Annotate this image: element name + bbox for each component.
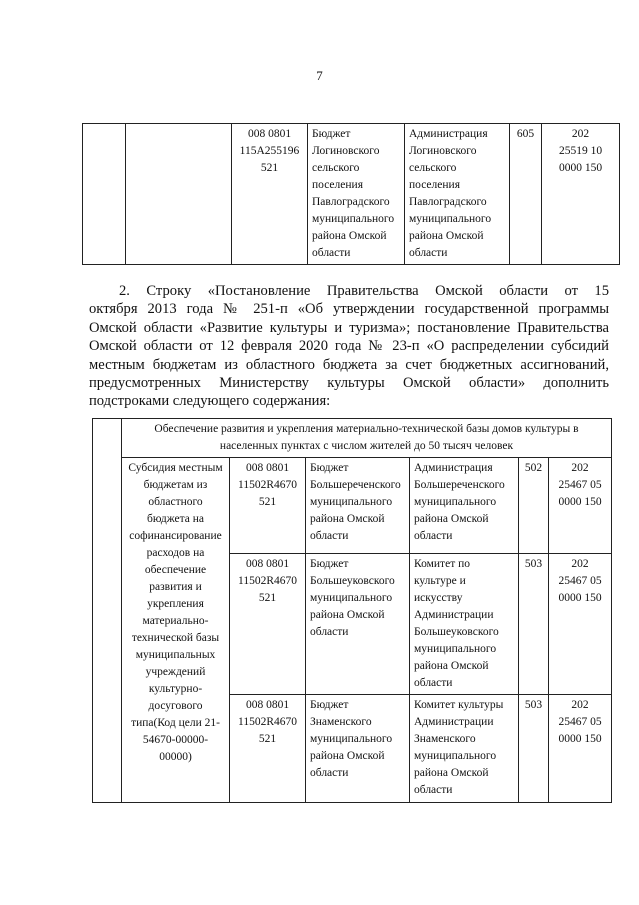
admin-code-cell: 502 [519,458,549,554]
text-line: Павлоградского [312,196,390,208]
text-line: области [310,767,349,779]
code-line: 11502R4670 [238,575,297,587]
text-line: муниципального [310,733,393,745]
text-line: области [414,677,453,689]
header-line: населенных пунктах с числом жителей до 50 тысяч человек [219,440,514,452]
administrator-cell [410,458,519,554]
code-line: 521 [258,733,277,745]
text-line: учреждений [145,666,206,678]
text-line: Бюджет [312,128,351,140]
code-line: 521 [258,496,277,508]
text-line: Субсидия местным [128,462,223,474]
code-line: 008 0801 [247,128,292,140]
text-line: Знаменского [414,733,476,745]
budget-code-cell [230,554,306,695]
text-line: 202 [571,462,589,474]
kbk-cell [542,124,620,265]
paragraph-line: Омской области «Развитие культуры и туризма»; постановление Правительства [89,319,609,336]
text-line: поселения [312,179,363,191]
text-line: расходов на [146,547,205,559]
empty-cell [93,419,122,803]
text-line: поселения [409,179,460,191]
text-line: Комитет по [414,558,470,570]
text-line: Администрации [414,716,494,728]
text-line: муниципальных [135,649,216,661]
budget-cell [306,554,410,695]
text-line: софинансирование [129,530,222,542]
text-line: области [310,530,349,542]
administrator-cell [410,554,519,695]
text-line: 0000 150 [558,592,602,604]
text-line: муниципального [414,643,497,655]
paragraph-line: 2. Строку «Постановление Правительства Омской области от 15 [119,283,609,299]
text-line: Большереченского [310,479,401,491]
text-line: района Омской [414,660,489,672]
text-line: 0000 150 [558,496,602,508]
text-line: Логиновского [409,145,477,157]
text-line: развития и [149,581,202,593]
text-line: Логиновского [312,145,380,157]
text-line: Большеуковского [414,626,499,638]
text-line: бюджета на [146,513,204,525]
text-line: 202 [571,128,590,140]
text-line: Бюджет [310,462,349,474]
text-line: сельского [312,162,360,174]
text-line: 25467 05 [558,575,602,587]
text-line: муниципального [414,750,497,762]
code-line: 11502R4670 [238,716,297,728]
text-line: района Омской [310,513,385,525]
text-line: области [414,530,453,542]
text-line: бюджетам из [143,479,208,491]
budget-cell [306,695,410,803]
kbk-cell [549,695,612,803]
text-line: культурно- [148,683,203,695]
budget-code-cell [232,124,308,265]
text-line: района Омской [312,230,387,242]
text-line: района Омской [414,767,489,779]
text-line: района Омской [414,513,489,525]
budget-code-cell [230,695,306,803]
text-line: 25467 05 [558,716,602,728]
section-header [122,419,612,458]
text-line: культуре и [414,575,466,587]
administrator-cell [405,124,510,265]
text-line: областного [148,496,203,508]
text-line: района Омской [310,609,385,621]
text-line: искусству [414,592,463,604]
text-line: Администрация [409,128,488,140]
paragraph-line: предусмотренных Министерству культуры Омской области» дополнить [89,375,609,392]
text-line: 00000) [159,751,192,763]
text-line: 25519 10 [558,145,603,157]
header-line: Обеспечение развития и укрепления материально-технической базы домов культуры в [154,423,579,435]
text-line: обеспечение [144,564,207,576]
text-line: материально- [142,615,209,627]
text-line: муниципального [310,592,393,604]
amendment-paragraph [89,282,609,411]
budget-cell [308,124,405,265]
purpose-cell [122,458,230,803]
kbk-cell [549,554,612,695]
text-line: Знаменского [310,716,372,728]
text-line: Большеуковского [310,575,395,587]
text-line: района Омской [409,230,484,242]
empty-cell [83,124,126,265]
text-line: Павлоградского [409,196,487,208]
table-continuation [82,123,620,265]
table-row [93,458,612,554]
text-line: досугового [148,700,203,712]
text-line: сельского [409,162,457,174]
page-number: 7 [316,68,323,83]
text-line: Бюджет [310,699,349,711]
text-line: области [414,784,453,796]
text-line: 202 [571,558,589,570]
code-line: 008 0801 [245,699,290,711]
text-line: укрепления [147,598,204,610]
admin-code-cell: 503 [519,554,549,695]
code-line: 008 0801 [245,558,290,570]
text-line: 54670-00000- [142,734,209,746]
text-line: типа(Код цели 21- [131,717,220,729]
table-subsidies [92,418,612,803]
text-line: 202 [571,699,589,711]
budget-cell [306,458,410,554]
text-line: технической базы [131,632,220,644]
paragraph-line: октября 2013 года № 251-п «Об утверждении государственной программы [89,301,609,318]
code-line: 115A255196 [239,145,300,157]
table-row [83,124,620,265]
code-line: 521 [258,592,277,604]
code-line: 11502R4670 [238,479,297,491]
admin-code-cell: 503 [519,695,549,803]
text-line: Администрация [414,462,493,474]
code-line: 008 0801 [245,462,290,474]
text-line: муниципального [409,213,492,225]
paragraph-line: Омской области от 12 февраля 2020 года № 23-п «О распределении субсидий [89,338,609,355]
paragraph-line: местным бюджетам из областного бюджета за счет бюджетных ассигнований, [89,356,609,373]
text-line: 0000 150 [558,162,603,174]
text-line: Комитет культуры [414,699,504,711]
admin-code-cell: 605 [510,124,542,265]
text-line: 0000 150 [558,733,602,745]
code-line: 521 [260,162,279,174]
text-line: Бюджет [310,558,349,570]
empty-cell [126,124,232,265]
text-line: муниципального [310,496,393,508]
text-line: области [409,247,448,259]
text-line: района Омской [310,750,385,762]
text-line: муниципального [312,213,395,225]
text-line: 25467 05 [558,479,602,491]
text-line: Администрации [414,609,494,621]
paragraph-line: подстроками следующего содержания: [89,393,331,410]
text-line: муниципального [414,496,497,508]
table-row [93,419,612,458]
text-line: Большереченского [414,479,505,491]
kbk-cell [549,458,612,554]
text-line: области [312,247,351,259]
budget-code-cell [230,458,306,554]
text-line: области [310,626,349,638]
administrator-cell [410,695,519,803]
